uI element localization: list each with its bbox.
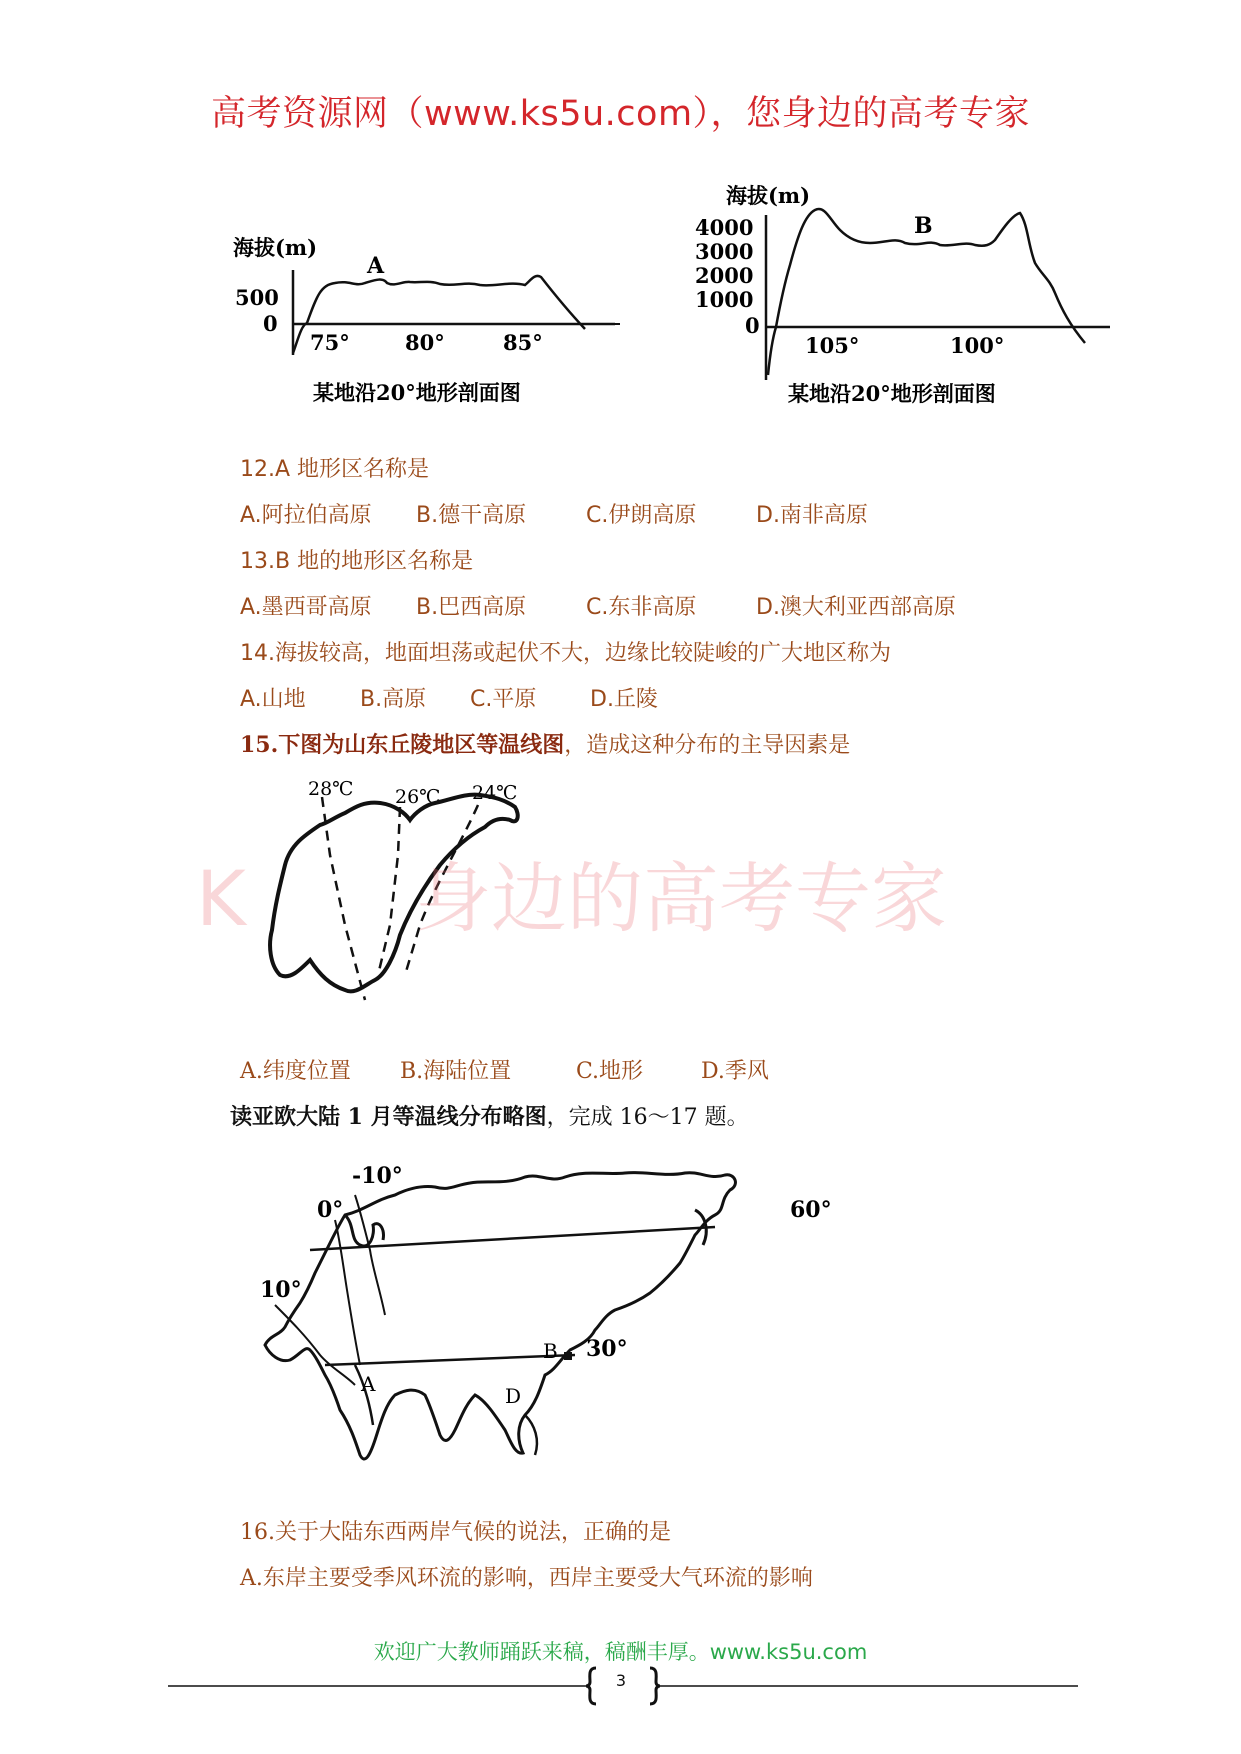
q15-stem bbox=[240, 728, 850, 759]
isotherm-30-parallel bbox=[325, 1355, 575, 1365]
q15-option-d[interactable]: D.季风 bbox=[701, 1059, 769, 1084]
intro-bold: 读亚欧大陆 1 月等温线分布略图 bbox=[230, 1104, 547, 1130]
q14-option-b[interactable]: B.高原 bbox=[360, 687, 427, 712]
eurasia-label-10: 10° bbox=[260, 1277, 302, 1303]
point-b-marker bbox=[564, 1352, 572, 1360]
page-bracket-left bbox=[586, 1668, 596, 1704]
profile-b-caption: 某地沿20°地形剖面图 bbox=[788, 381, 996, 406]
q15-option-c[interactable]: C.地形 bbox=[576, 1059, 644, 1084]
watermark: K 身边的高考专家 bbox=[196, 854, 947, 943]
eurasia-january-isotherm-map bbox=[255, 1155, 875, 1475]
eurasia-label-b: B bbox=[543, 1339, 558, 1363]
profile-b-ylabel: 海拔(m) bbox=[726, 183, 811, 208]
q14-option-c[interactable]: C.平原 bbox=[470, 687, 537, 712]
profile-a-xtick-80: 80° bbox=[405, 330, 445, 355]
page-bracket-right bbox=[650, 1668, 660, 1704]
eurasia-label-a: A bbox=[361, 1372, 376, 1396]
eurasia-label-60: 60° bbox=[790, 1197, 832, 1223]
profile-b-ytick-1000: 1000 bbox=[695, 287, 754, 312]
footer-text: 欢迎广大教师踊跃来稿，稿酬丰厚。www.ks5u.com bbox=[373, 1640, 868, 1664]
eurasia-label-d: D bbox=[505, 1384, 522, 1408]
q13-option-a[interactable]: A.墨西哥高原 bbox=[240, 595, 372, 620]
isotherm-minus10-line bbox=[355, 1195, 385, 1315]
q15-option-a[interactable]: A.纬度位置 bbox=[240, 1059, 351, 1084]
q14-stem: 14.海拔较高，地面坦荡或起伏不大，边缘比较陡峻的广大地区称为 bbox=[240, 641, 891, 666]
q15-number: 15. bbox=[240, 732, 279, 758]
site-header: 高考资源网（www.ks5u.com），您身边的高考专家 bbox=[210, 94, 1031, 134]
terrain-profile-b bbox=[690, 175, 1120, 410]
isotherm-label-26: 26℃ bbox=[395, 786, 441, 808]
q12-option-d[interactable]: D.南非高原 bbox=[756, 503, 868, 528]
q13-option-c[interactable]: C.东非高原 bbox=[586, 595, 697, 620]
q16-option-a[interactable]: A.东岸主要受季风环流的影响，西岸主要受大气环流的影响 bbox=[240, 1566, 813, 1591]
isotherm-label-24: 24℃ bbox=[472, 782, 518, 804]
profile-a-ytick-500: 500 bbox=[235, 285, 279, 310]
q13-option-b[interactable]: B.巴西高原 bbox=[416, 595, 527, 620]
q12-options bbox=[240, 498, 868, 529]
q12-option-c[interactable]: C.伊朗高原 bbox=[586, 503, 697, 528]
intro-16-17 bbox=[230, 1100, 749, 1131]
q13-option-d[interactable]: D.澳大利亚西部高原 bbox=[756, 595, 956, 620]
q13-stem: 13.B 地的地形区名称是 bbox=[240, 549, 474, 574]
q14-option-a[interactable]: A.山地 bbox=[240, 687, 306, 712]
q16-stem: 16.关于大陆东西两岸气候的说法，正确的是 bbox=[240, 1520, 671, 1545]
q15-stem-rest: ，造成这种分布的主导因素是 bbox=[564, 733, 851, 758]
profile-b-ytick-0: 0 bbox=[745, 313, 760, 338]
eurasia-label-30: 30° bbox=[586, 1336, 628, 1362]
profile-b-point-label: B bbox=[914, 213, 933, 239]
q12-stem: 12.A 地形区名称是 bbox=[240, 457, 430, 482]
q13-options bbox=[240, 590, 956, 621]
profile-b-ytick-3000: 3000 bbox=[695, 239, 754, 264]
profile-a-caption: 某地沿20°地形剖面图 bbox=[313, 380, 521, 405]
profile-b-xtick-105: 105° bbox=[805, 333, 860, 358]
southeast-asia-outline bbox=[525, 1415, 537, 1455]
page-number: 3 bbox=[615, 1671, 627, 1690]
q14-option-d[interactable]: D.丘陵 bbox=[590, 687, 658, 712]
profile-b-xtick-100: 100° bbox=[950, 333, 1005, 358]
q15-stem-bold: 下图为山东丘陵地区等温线图 bbox=[278, 732, 565, 758]
q12-option-a[interactable]: A.阿拉伯高原 bbox=[240, 503, 372, 528]
profile-a-xtick-85: 85° bbox=[503, 330, 543, 355]
q12-option-b[interactable]: B.德干高原 bbox=[416, 503, 527, 528]
q15-options bbox=[240, 1054, 769, 1085]
intro-rest: ，完成 16～17 题。 bbox=[546, 1105, 749, 1130]
profile-a-xtick-75: 75° bbox=[310, 330, 350, 355]
profile-b-ytick-4000: 4000 bbox=[695, 215, 754, 240]
profile-b-ytick-2000: 2000 bbox=[695, 263, 754, 288]
q15-option-b[interactable]: B.海陆位置 bbox=[400, 1059, 512, 1084]
profile-a-ytick-0: 0 bbox=[263, 311, 278, 336]
eurasia-label-minus10: -10° bbox=[352, 1163, 403, 1189]
profile-a-point-label: A bbox=[367, 253, 385, 279]
isotherm-10-line bbox=[275, 1305, 355, 1385]
q14-options bbox=[240, 682, 658, 713]
profile-a-ylabel: 海拔(m) bbox=[233, 235, 318, 260]
isotherm-label-28: 28℃ bbox=[308, 778, 354, 800]
terrain-profile-a bbox=[225, 225, 625, 410]
eurasia-label-0: 0° bbox=[317, 1197, 344, 1223]
